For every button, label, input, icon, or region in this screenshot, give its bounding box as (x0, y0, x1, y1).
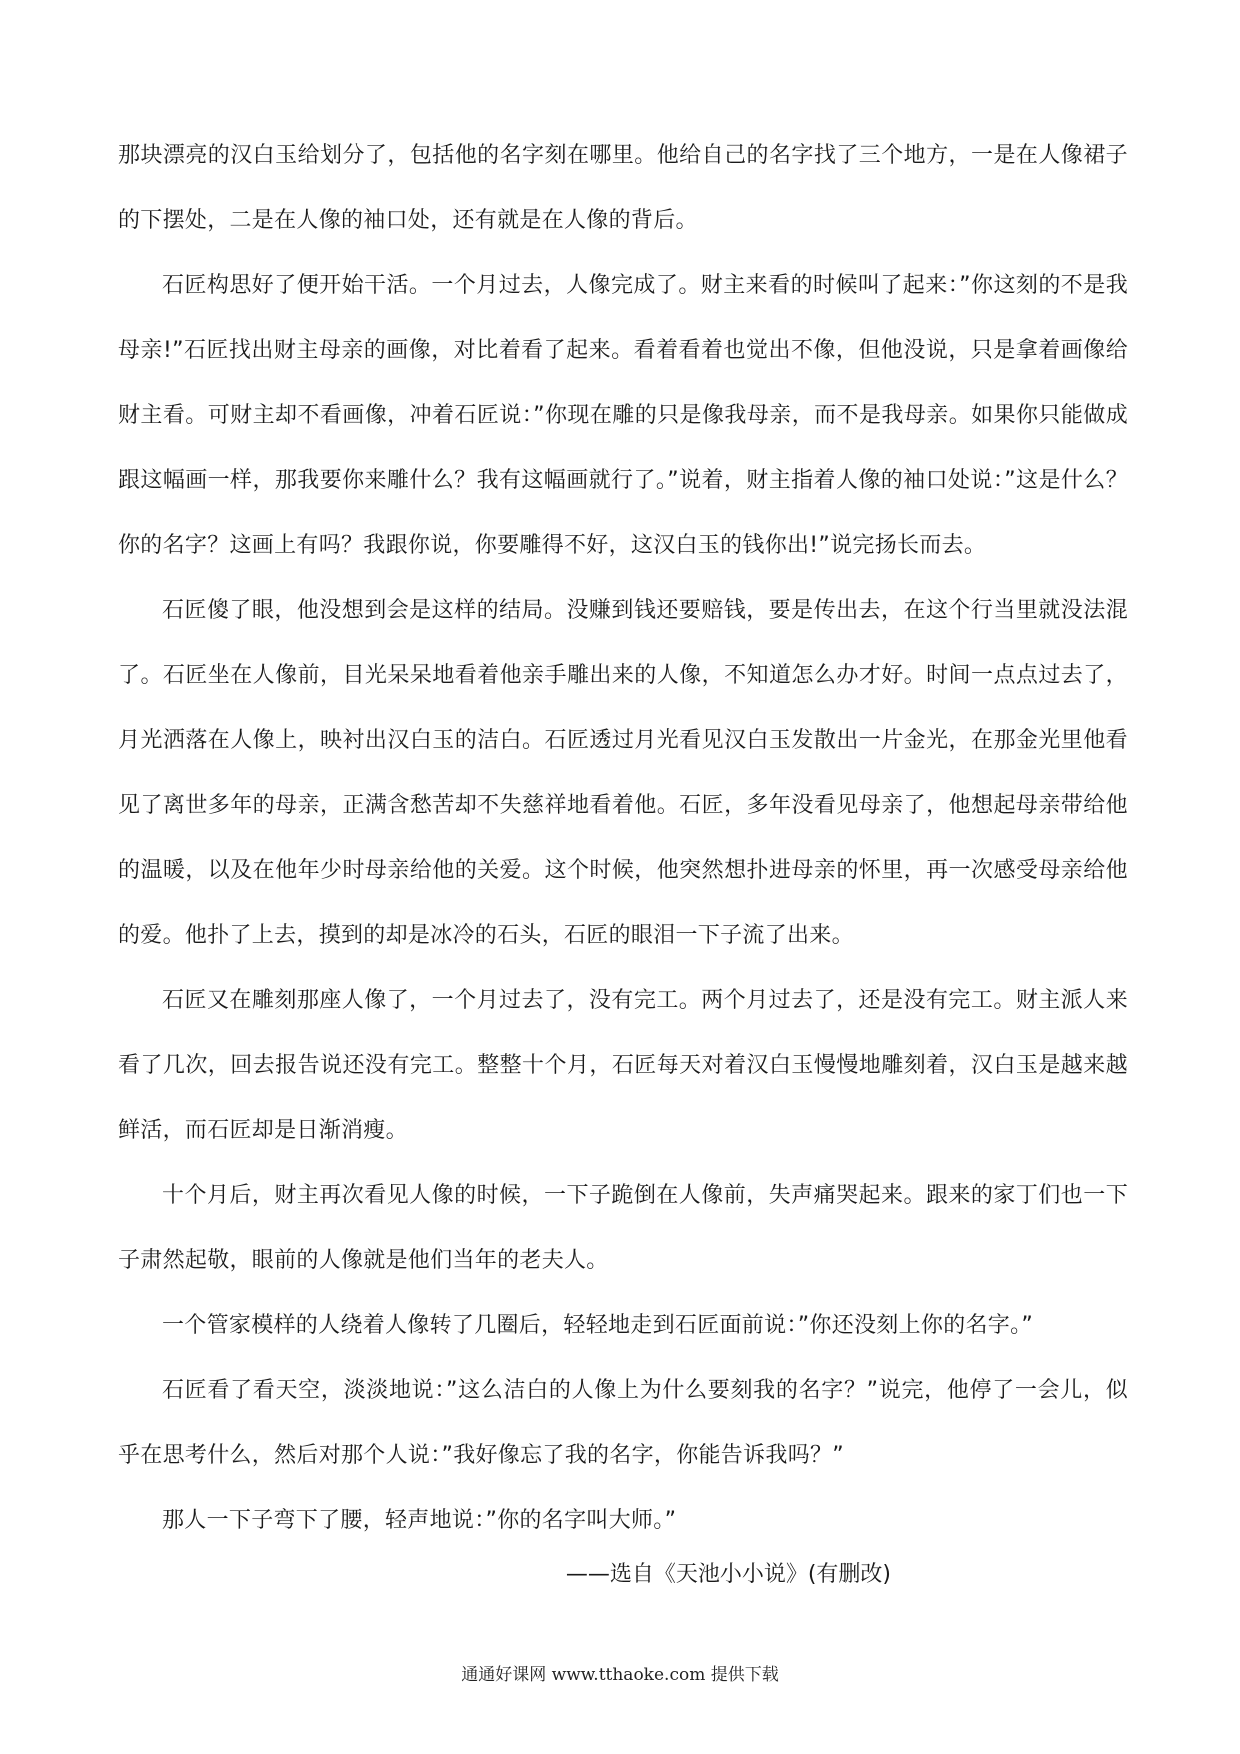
article-body (118, 123, 1128, 1553)
paragraph-8: 那人一下子弯下了腰，轻声地说：”你的名字叫大师。” (162, 1508, 677, 1533)
paragraph-5: 十个月后，财主再次看见人像的时候，一下子跪倒在人像前，失声痛哭起来。跟来的家丁们也一下子肃然起敬，眼前的人像就是他们当年的老夫人。 (118, 1183, 1128, 1273)
paragraph-4: 石匠又在雕刻那座人像了，一个月过去了，没有完工。两个月过去了，还是没有完工。财主派人来看了几次，回去报告说还没有完工。整整十个月，石匠每天对着汉白玉慢慢地雕刻着，汉白玉是越来越鲜活，而石匠却是日渐消瘦。 (118, 988, 1128, 1143)
paragraph-3: 石匠傻了眼，他没想到会是这样的结局。没赚到钱还要赔钱，要是传出去，在这个行当里就没法混了。石匠坐在人像前，目光呆呆地看着他亲手雕出来的人像，不知道怎么办才好。时间一点点过去了，月光洒落在人像上，映衬出汉白玉的洁白。石匠透过月光看见汉白玉发散出一片金光，在那金光里他看见了离世多年的母亲，正满含愁苦却不失慈祥地看着他。石匠，多年没看见母亲了，他想起母亲带给他的温暖，以及在他年少时母亲给他的关爱。这个时候，他突然想扑进母亲的怀里，再一次感受母亲给他的爱。他扑了上去，摸到的却是冰冷的石头，石匠的眼泪一下子流了出来。 (118, 598, 1128, 948)
paragraph-7: 石匠看了看天空，淡淡地说：”这么洁白的人像上为什么要刻我的名字？”说完，他停了一会儿，似乎在思考什么，然后对那个人说：”我好像忘了我的名字，你能告诉我吗？” (118, 1378, 1128, 1468)
paragraph-6: 一个管家模样的人绕着人像转了几圈后，轻轻地走到石匠面前说：”你还没刻上你的名字。” (162, 1313, 1034, 1338)
page-footer: 通通好课网 www.tthaoke.com 提供下载 (461, 1665, 779, 1685)
paragraph-1: 那块漂亮的汉白玉给划分了，包括他的名字刻在哪里。他给自己的名字找了三个地方，一是在人像裙子的下摆处，二是在人像的袖口处，还有就是在人像的背后。 (118, 143, 1128, 233)
paragraph-2: 石匠构思好了便开始干活。一个月过去，人像完成了。财主来看的时候叫了起来：”你这刻的不是我母亲!”石匠找出财主母亲的画像，对比着看了起来。看着看着也觉出不像，但他没说，只是拿着画像给财主看。可财主却不看画像，冲着石匠说：”你现在雕的只是像我母亲，而不是我母亲。如果你只能做成跟这幅画一样，那我要你来雕什么？我有这幅画就行了。”说着，财主指着人像的袖口处说：”这是什么？你的名字？这画上有吗？我跟你说，你要雕得不好，这汉白玉的钱你出!”说完扬长而去。 (118, 273, 1128, 558)
source-citation: ——选自《天池小小说》(有删改) (565, 1562, 891, 1587)
